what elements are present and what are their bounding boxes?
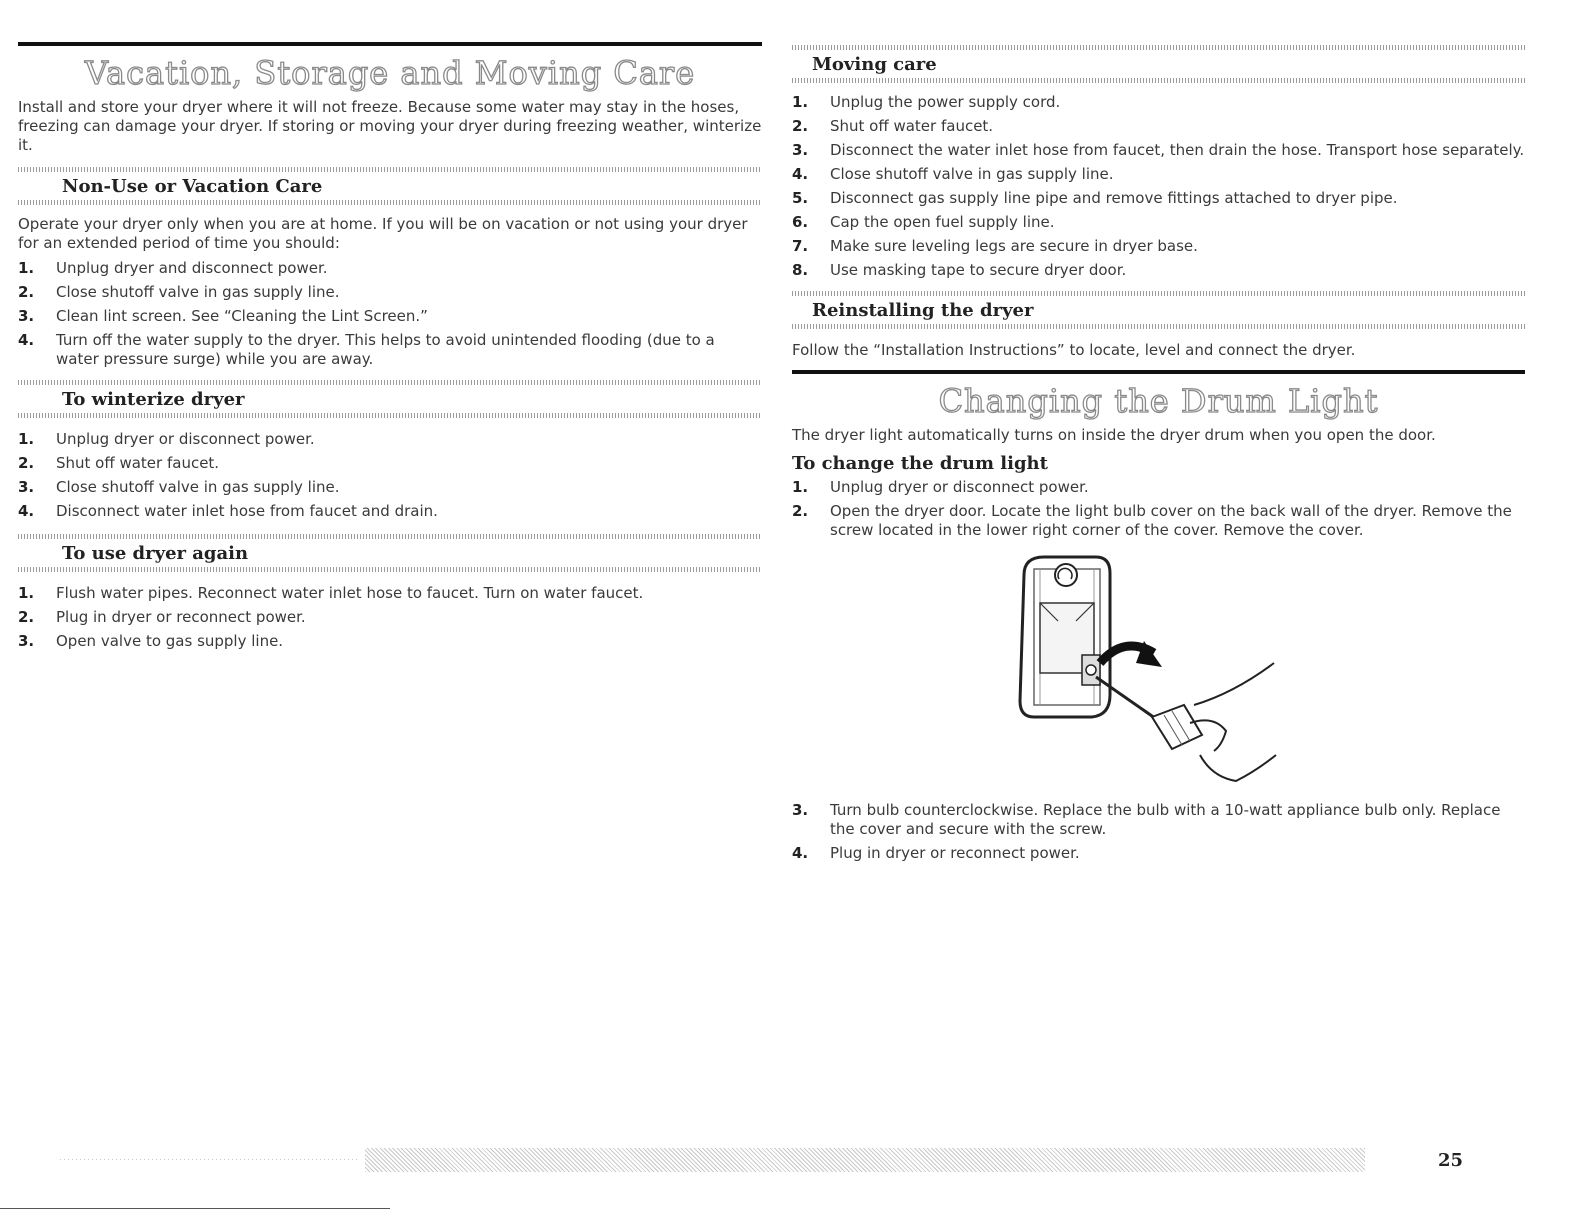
- winterize-steps: [18, 430, 762, 521]
- list-item: 4. Plug in dryer or reconnect power.: [792, 844, 1080, 862]
- list-item: 2. Shut off water faucet.: [18, 454, 220, 472]
- heading-use-again: To use dryer again: [62, 543, 249, 564]
- reinstalling-text: Follow the “Installation Instructions” to locate, level and connect the dryer.: [792, 341, 1356, 359]
- list-item: 1. Flush water pipes. Reconnect water inlet hose to faucet. Turn on water faucet.: [18, 584, 644, 602]
- list-item: 2. Open the dryer door. Locate the light bulb cover on the back wall of the dryer. Remove the screw located in the lower right corner of the cover. Remove the cover.: [792, 502, 1512, 539]
- heading-non-use: Non-Use or Vacation Care: [62, 176, 323, 197]
- list-item: 2. Plug in dryer or reconnect power.: [18, 608, 306, 626]
- list-item: 3. Open valve to gas supply line.: [18, 632, 284, 650]
- drum-light-cover-illustration: [1004, 545, 1294, 795]
- intro-paragraph: Install and store your dryer where it will not freeze. Because some water may stay in the hoses, freezing can damage your dryer. If storing or moving your dryer during freezing weather, winterize it.: [18, 98, 762, 154]
- page-title-drum-light: Changing the Drum Light: [938, 382, 1379, 420]
- drum-light-rule: [792, 370, 1525, 374]
- heading-change-drum-light: To change the drum light: [792, 453, 1048, 474]
- list-item: 1. Unplug the power supply cord.: [792, 93, 1061, 111]
- list-item: 6. Cap the open fuel supply line.: [792, 213, 1055, 231]
- moving-steps: [792, 93, 1525, 280]
- use-again-steps: [18, 584, 762, 651]
- list-item: 1. Unplug dryer and disconnect power.: [18, 259, 328, 277]
- heading-moving-care: Moving care: [812, 54, 937, 75]
- list-item: 1. Unplug dryer or disconnect power.: [792, 478, 1089, 496]
- list-item: 5. Disconnect gas supply line pipe and remove fittings attached to dryer pipe.: [792, 189, 1398, 207]
- drum-light-steps-a: [792, 478, 1525, 540]
- drum-light-steps-b: [792, 801, 1525, 863]
- list-item: 3. Close shutoff valve in gas supply line.: [18, 478, 340, 496]
- list-item: 8. Use masking tape to secure dryer door.: [792, 261, 1127, 279]
- list-item: 3. Clean lint screen. See “Cleaning the Lint Screen.”: [18, 307, 428, 325]
- left-column: [18, 0, 762, 656]
- drum-light-intro: The dryer light automatically turns on inside the dryer drum when you open the door.: [792, 426, 1436, 444]
- non-use-intro: Operate your dryer only when you are at home. If you will be on vacation or not using your dryer for an extended period of time you should:: [18, 215, 748, 252]
- list-item: 2. Shut off water faucet.: [792, 117, 994, 135]
- list-item: 3. Turn bulb counterclockwise. Replace the bulb with a 10-watt appliance bulb only. Replace the cover and secure with the screw.: [792, 801, 1501, 838]
- right-column: [792, 0, 1525, 868]
- list-item: 1. Unplug dryer or disconnect power.: [18, 430, 315, 448]
- bottom-edge-line: [0, 1208, 390, 1209]
- non-use-steps: [18, 259, 762, 369]
- page-title-vacation: Vacation, Storage and Moving Care: [84, 54, 696, 92]
- list-item: 7. Make sure leveling legs are secure in dryer base.: [792, 237, 1198, 255]
- list-item: 2. Close shutoff valve in gas supply line.: [18, 283, 340, 301]
- top-rule-left: [18, 42, 762, 46]
- heading-reinstalling: Reinstalling the dryer: [812, 300, 1034, 321]
- list-item: 4. Disconnect water inlet hose from faucet and drain.: [18, 502, 438, 520]
- list-item: 4. Close shutoff valve in gas supply line.: [792, 165, 1114, 183]
- footer-dotted-line: [60, 1159, 360, 1160]
- heading-winterize: To winterize dryer: [62, 389, 245, 410]
- footer-band: [365, 1148, 1365, 1172]
- list-item: 3. Disconnect the water inlet hose from faucet, then drain the hose. Transport hose separately.: [792, 141, 1525, 159]
- page-number: 25: [1438, 1150, 1464, 1171]
- list-item: 4. Turn off the water supply to the dryer. This helps to avoid unintended flooding (due to a water pressure surge) while you are away.: [18, 331, 715, 368]
